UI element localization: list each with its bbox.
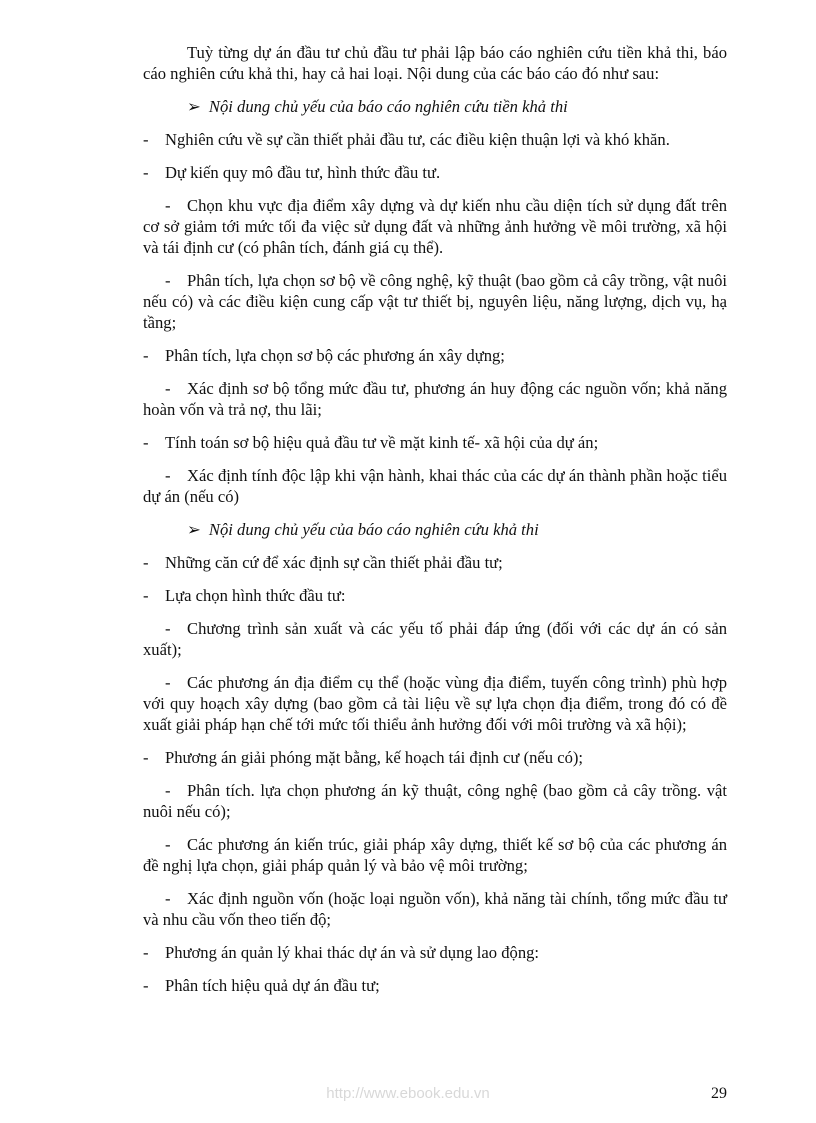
dash-bullet: -	[165, 271, 171, 290]
list-item	[143, 195, 727, 258]
dash-bullet: -	[165, 835, 171, 854]
list-item-text: Phân tích, lựa chọn sơ bộ các phương án xây dựng;	[165, 346, 505, 365]
arrow-bullet-icon: ➢	[187, 520, 201, 539]
section-heading-prefeasibility	[143, 96, 727, 117]
dash-bullet: -	[165, 196, 171, 215]
list-item-text: Phương án quản lý khai thác dự án và sử dụng lao động:	[165, 943, 540, 962]
arrow-bullet-icon: ➢	[187, 97, 201, 116]
list-item-text: Dự kiến quy mô đầu tư, hình thức đầu tư.	[165, 163, 441, 182]
section-heading-text: Nội dung chủ yếu của báo cáo nghiên cứu tiền khả thi	[208, 97, 568, 116]
list-item-text: Các phương án kiến trúc, giải pháp xây dựng, thiết kế sơ bộ của các phương án đề nghị lựa chọn, giải pháp quản lý và bảo vệ môi trường;	[143, 835, 727, 875]
section-heading-feasibility	[143, 519, 727, 540]
list-item	[143, 129, 727, 150]
list-item	[143, 975, 727, 996]
dash-bullet: -	[165, 889, 171, 908]
list-item-text: Xác định sơ bộ tổng mức đầu tư, phương án huy động các nguồn vốn; khả năng hoàn vốn và trả nợ, thu lãi;	[143, 379, 727, 419]
list-item-text: Xác định nguồn vốn (hoặc loại nguồn vốn), khả năng tài chính, tổng mức đầu tư và nhu cầu vốn theo tiến độ;	[143, 889, 727, 929]
page-number: 29	[711, 1085, 727, 1102]
dash-bullet: -	[143, 433, 149, 452]
dash-bullet: -	[165, 379, 171, 398]
document-body	[143, 42, 727, 1008]
list-item	[143, 162, 727, 183]
prefeasibility-list	[143, 129, 727, 507]
list-item	[143, 345, 727, 366]
list-item	[143, 888, 727, 930]
dash-bullet: -	[165, 619, 171, 638]
list-item	[143, 432, 727, 453]
dash-bullet: -	[143, 943, 149, 962]
list-item	[143, 942, 727, 963]
list-item-text: Phân tích, lựa chọn sơ bộ về công nghệ, kỹ thuật (bao gồm cả cây trồng, vật nuôi nếu có) và các điều kiện cung cấp vật tư thiết bị, nguyên liệu, năng lượng, dịch vụ, hạ tầng;	[143, 271, 727, 332]
list-item	[143, 747, 727, 768]
dash-bullet: -	[143, 976, 149, 995]
dash-bullet: -	[143, 130, 149, 149]
dash-bullet: -	[143, 553, 149, 572]
list-item-text: Chương trình sản xuất và các yếu tố phải đáp ứng (đối với các dự án có sản xuất);	[143, 619, 727, 659]
dash-bullet: -	[165, 781, 171, 800]
dash-bullet: -	[165, 466, 171, 485]
list-item-text: Phân tích. lựa chọn phương án kỹ thuật, công nghệ (bao gồm cả cây trồng. vật nuôi nếu có);	[143, 781, 727, 821]
list-item	[143, 378, 727, 420]
footer-url: http://www.ebook.edu.vn	[326, 1085, 490, 1102]
list-item-text: Tính toán sơ bộ hiệu quả đầu tư về mặt kinh tế- xã hội của dự án;	[165, 433, 599, 452]
dash-bullet: -	[143, 346, 149, 365]
dash-bullet: -	[143, 586, 149, 605]
list-item	[143, 552, 727, 573]
list-item-text: Phân tích hiệu quả dự án đầu tư;	[165, 976, 380, 995]
list-item	[143, 780, 727, 822]
list-item	[143, 618, 727, 660]
list-item-text: Các phương án địa điểm cụ thể (hoặc vùng địa điểm, tuyến công trình) phù hợp với quy hoạch xây dựng (bao gồm cả tài liệu về sự lựa chọn địa điểm, trong đó có đề xuất giải pháp hạn chế tới mức tối thiểu ảnh hưởng đối với môi trường và xã hội);	[143, 673, 727, 734]
feasibility-list	[143, 552, 727, 996]
list-item-text: Lựa chọn hình thức đầu tư:	[165, 586, 346, 605]
list-item-text: Những căn cứ để xác định sự cần thiết phải đầu tư;	[165, 553, 503, 572]
list-item-text: Nghiên cứu về sự cần thiết phải đầu tư, các điều kiện thuận lợi và khó khăn.	[165, 130, 670, 149]
dash-bullet: -	[165, 673, 171, 692]
dash-bullet: -	[143, 748, 149, 767]
list-item	[143, 834, 727, 876]
dash-bullet: -	[143, 163, 149, 182]
list-item	[143, 672, 727, 735]
list-item-text: Chọn khu vực địa điểm xây dựng và dự kiến nhu cầu diện tích sử dụng đất trên cơ sở giảm tới mức tối đa việc sử dụng đất và những ảnh hưởng về môi trường, xã hội và tái định cư (có phân tích, đánh giá cụ thể).	[143, 196, 727, 257]
list-item	[143, 465, 727, 507]
section-heading-text: Nội dung chủ yếu của báo cáo nghiên cứu khả thi	[208, 520, 539, 539]
list-item	[143, 585, 727, 606]
list-item-text: Xác định tính độc lập khi vận hành, khai thác của các dự án thành phần hoặc tiểu dự án (nếu có)	[143, 466, 727, 506]
list-item	[143, 270, 727, 333]
intro-paragraph: Tuỳ từng dự án đầu tư chủ đầu tư phải lập báo cáo nghiên cứu tiền khả thi, báo cáo nghiên cứu khả thi, hay cả hai loại. Nội dung của các báo cáo đó như sau:	[143, 43, 727, 83]
list-item-text: Phương án giải phóng mặt bằng, kế hoạch tái định cư (nếu có);	[165, 748, 583, 767]
